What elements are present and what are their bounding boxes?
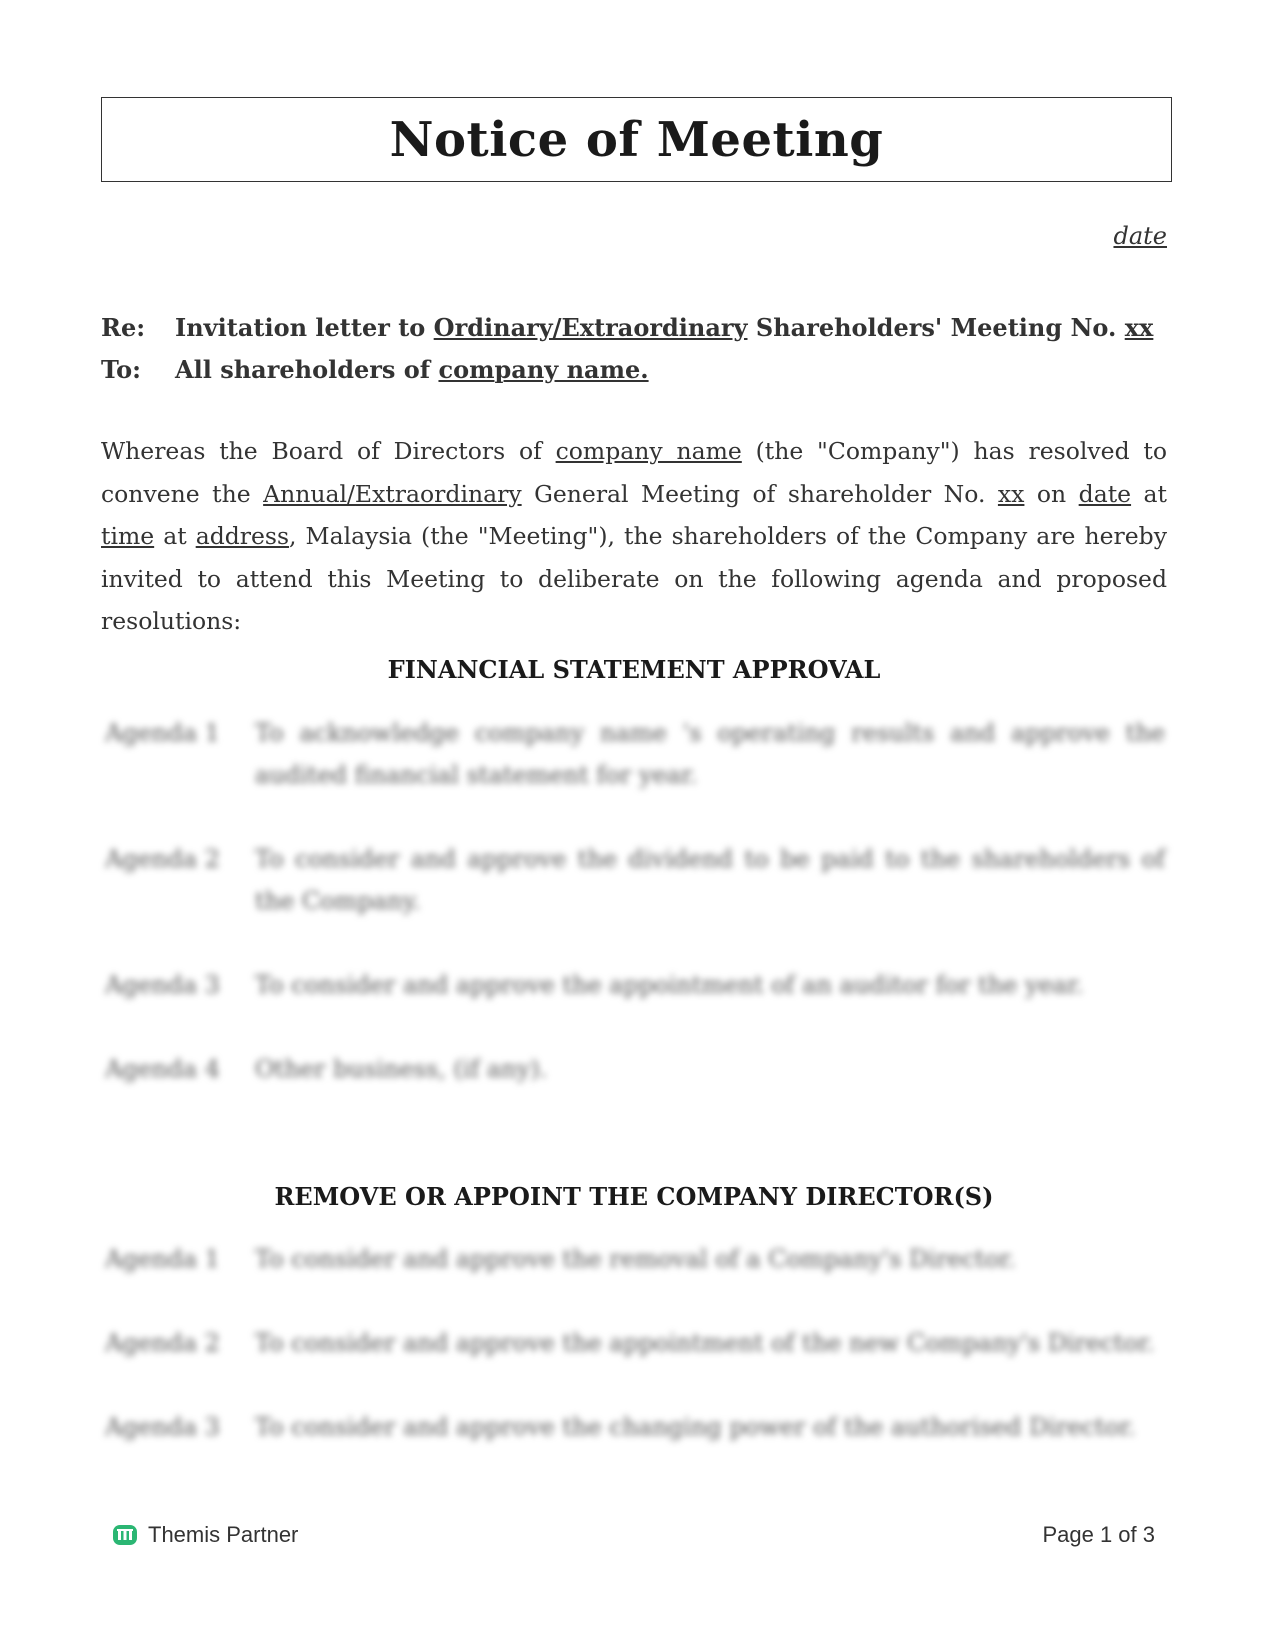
themis-logo-icon (112, 1522, 138, 1548)
intro-text-5: at (1131, 479, 1167, 508)
intro-meeting-number: xx (997, 479, 1025, 508)
agenda-number: Agenda 4 (105, 1055, 220, 1083)
intro-text-1: Whereas the Board of Directors of (101, 437, 556, 465)
agenda-text: To consider and approve the appointment of an auditor for the year. (255, 971, 1084, 999)
intro-company-name: company name (555, 437, 742, 465)
agenda-item (105, 1238, 1165, 1280)
intro-text-6: at (154, 522, 196, 550)
to-label: To: (101, 354, 141, 384)
agenda-number: Agenda 1 (105, 1245, 220, 1273)
agenda-item (105, 712, 1165, 796)
to-text (175, 355, 649, 384)
agenda-number: Agenda 2 (105, 845, 220, 873)
to-text-a: All shareholders of (175, 354, 439, 384)
document-title: Notice of Meeting (389, 111, 884, 168)
agenda-number: Agenda 3 (105, 1413, 220, 1441)
section-heading-directors: REMOVE OR APPOINT THE COMPANY DIRECTOR(S) (274, 1182, 994, 1211)
agenda-text: To consider and approve the changing power of the authorised Director. (255, 1413, 1136, 1441)
intro-text-7: , Malaysia (the "Meeting"), the shareholders of the Company are hereby invited to attend this Meeting to deliberate on the following agenda and proposed resolutions: (101, 522, 1167, 635)
intro-text-4: on (1024, 479, 1079, 508)
agenda-number: Agenda 2 (105, 1329, 220, 1357)
re-meeting-number: xx (1124, 312, 1154, 342)
intro-meeting-type: Annual/Extraordinary (263, 479, 522, 508)
agenda-item (105, 1322, 1165, 1364)
section-heading-financial: FINANCIAL STATEMENT APPROVAL (387, 655, 881, 684)
page-number: Page 1 of 3 (1042, 1522, 1155, 1547)
agenda-text: To consider and approve the removal of a Company's Director. (255, 1245, 1016, 1273)
agenda-text: To consider and approve the dividend to be paid to the shareholders of the Company. (255, 845, 1165, 915)
date-placeholder: date (1113, 222, 1167, 250)
re-line (101, 306, 1181, 348)
re-text-b: Shareholders' Meeting No. (747, 312, 1125, 342)
agenda-text: To consider and approve the appointment of the new Company's Director. (255, 1329, 1155, 1357)
agenda-item (105, 1406, 1165, 1448)
intro-text-3: General Meeting of shareholder No. (521, 479, 998, 508)
title-box (101, 97, 1172, 182)
re-text (175, 313, 1153, 342)
re-label: Re: (101, 312, 146, 342)
intro-date: date (1078, 479, 1132, 508)
to-line (101, 348, 1181, 390)
re-text-a: Invitation letter to (175, 312, 434, 342)
agenda-item (105, 1048, 1165, 1090)
intro-paragraph (101, 430, 1167, 643)
agenda-item (105, 838, 1165, 922)
agenda-text: Other business, (if any). (255, 1055, 548, 1083)
intro-text-2: (the "Company") has resolved to convene the (101, 437, 1167, 508)
agenda-number: Agenda 3 (105, 971, 220, 999)
agenda-text: To acknowledge company name 's operating results and approve the audited financial statement for year. (255, 719, 1165, 789)
agenda-item (105, 964, 1165, 1006)
intro-address: address (195, 522, 290, 550)
brand-name: Themis Partner (148, 1522, 299, 1547)
re-to-block (101, 306, 1181, 390)
footer-brand[interactable] (112, 1522, 298, 1548)
re-meeting-type: Ordinary/Extraordinary (433, 312, 748, 342)
intro-time: time (101, 522, 155, 550)
to-company-name: company name. (438, 354, 649, 384)
agenda-number: Agenda 1 (105, 719, 220, 747)
